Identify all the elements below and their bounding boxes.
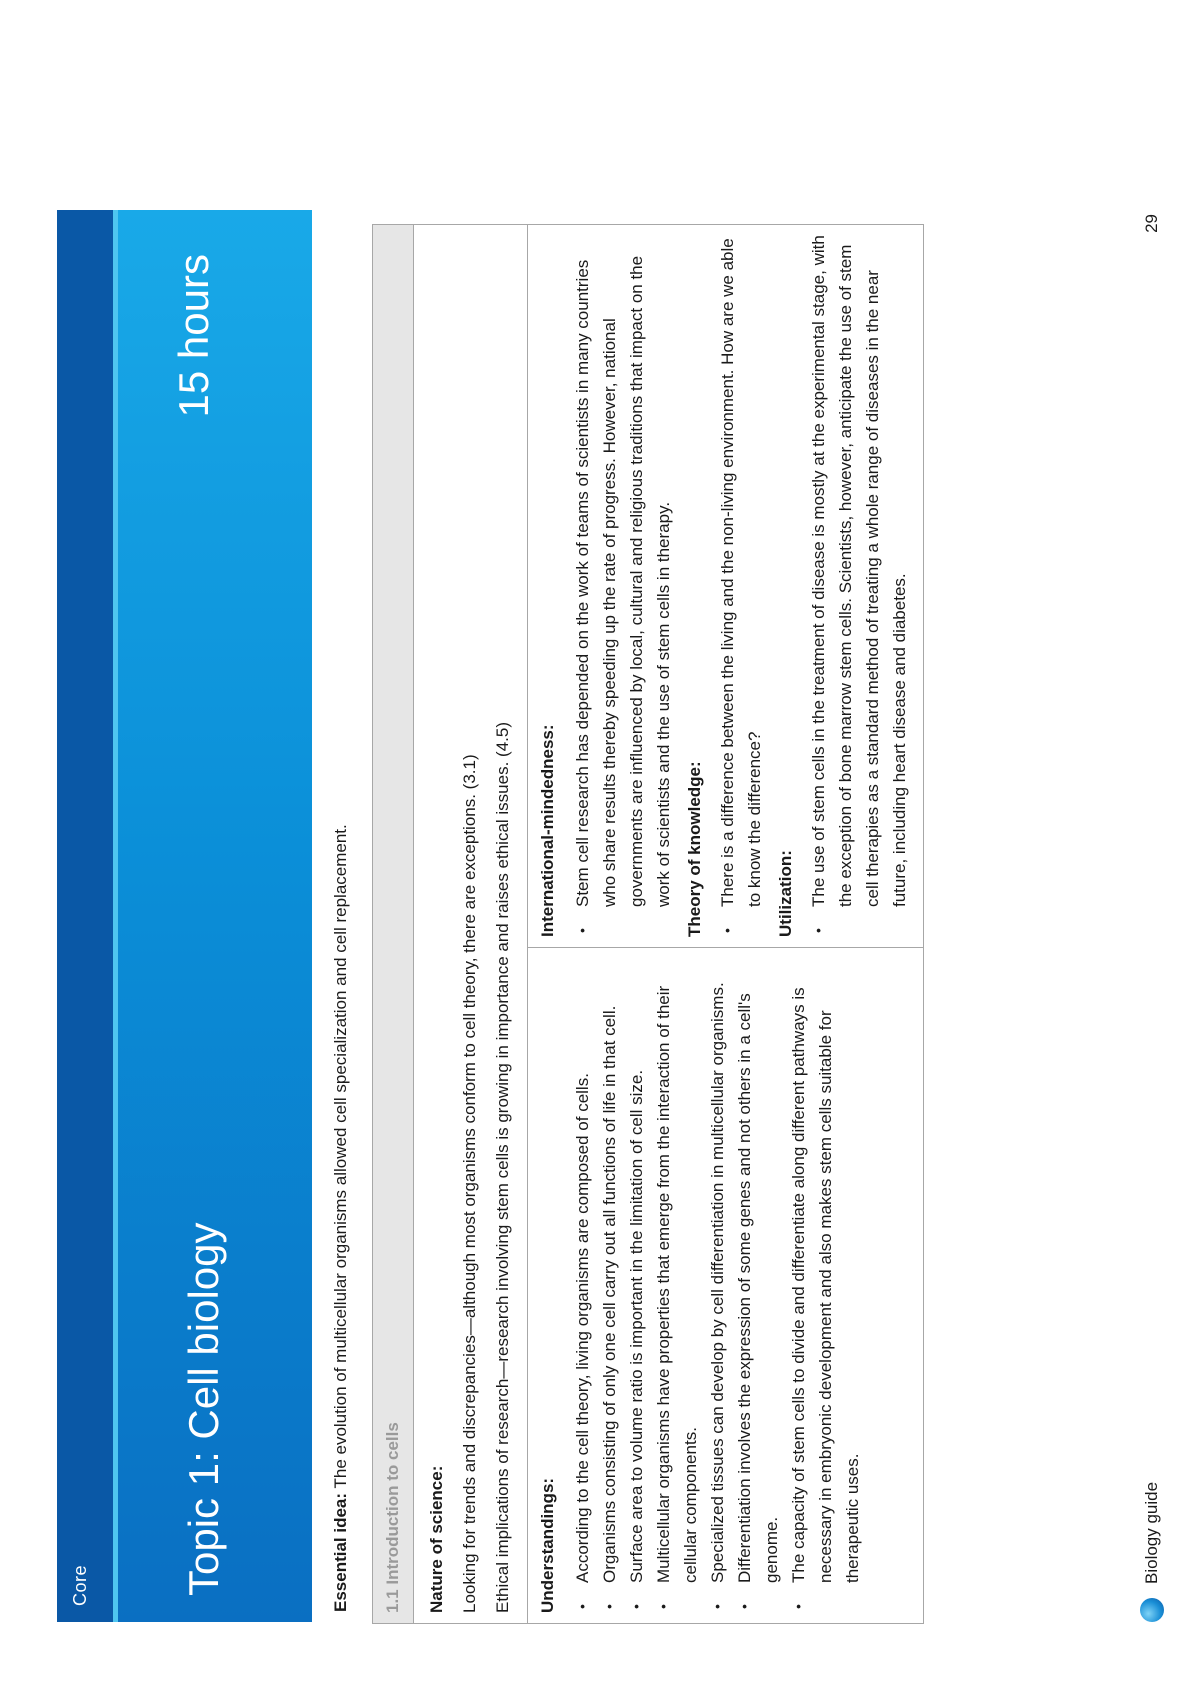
nature-of-science-line: Looking for trends and discrepancies—although most organisms conform to cell theory, there are exceptions. (3.1) (460, 754, 479, 1613)
content-table (372, 224, 924, 1624)
list-item: • The capacity of stem cells to divide and differentiate along different pathways is necessary in embryonic development and also makes stem cells suitable for therapeutic uses. (785, 958, 866, 1613)
table-columns (528, 225, 923, 1623)
footer-logo (1140, 1482, 1164, 1622)
guide-title: Biology guide (1142, 1481, 1161, 1584)
table-heading: 1.1 Introduction to cells (373, 225, 414, 1623)
list-item: • Specialized tissues can develop by cell differentiation in multicellular organisms. (704, 958, 731, 1613)
tok-label: Theory of knowledge: (685, 761, 704, 937)
section-label: Core (70, 1564, 90, 1606)
understandings-column (528, 947, 923, 1623)
nature-of-science-label: Nature of science: (427, 1465, 446, 1613)
nature-of-science (414, 225, 528, 1623)
list-item: • Surface area to volume ratio is important in the limitation of cell size. (623, 958, 650, 1613)
hours-label: 15 hours (170, 254, 217, 418)
understandings-label: Understandings: (538, 1477, 557, 1613)
international-list (569, 235, 677, 937)
core-strip (57, 210, 113, 1622)
topic-title: Topic 1: Cell biology (180, 1222, 227, 1596)
utilization-list (805, 235, 913, 937)
page-number: 29 (1142, 214, 1161, 233)
list-item: • Differentiation involves the expression of some genes and not others in a cell's genome. (731, 958, 785, 1613)
international-label: International-mindedness: (538, 724, 557, 937)
globe-icon (1140, 1598, 1164, 1622)
understandings-list (569, 958, 866, 1613)
tok-list (714, 235, 768, 937)
list-item: • Stem cell research has depended on the work of teams of scientists in many countries who share results thereby speeding up the rate of progress. However, national governments are influenced by local, cultural and religious traditions that impact on the work of scientists and the use of stem cells in therapy. (569, 235, 677, 937)
list-item: • There is a difference between the living and the non-living environment. How are we able to know the difference? (714, 235, 768, 937)
list-item: • Organisms consisting of only one cell carry out all functions of life in that cell. (596, 958, 623, 1613)
nature-of-science-line: Ethical implications of research—research involving stem cells is growing in importance and raises ethical issues. (4.5) (493, 722, 512, 1613)
essential-idea (330, 212, 352, 1612)
utilization-label: Utilization: (776, 850, 795, 937)
essential-idea-text: The evolution of multicellular organisms allowed cell specialization and cell replacement. (331, 824, 350, 1493)
right-column (528, 225, 923, 947)
list-item: • The use of stem cells in the treatment of disease is mostly at the experimental stage, with the exception of bone marrow stem cells. Scientists, however, anticipate the use of stem cell therapies as a standard method of treating a whole range of diseases in the near future, including heart disease and diabetes. (805, 235, 913, 937)
list-item: • According to the cell theory, living organisms are composed of cells. (569, 958, 596, 1613)
essential-idea-label: Essential idea: (331, 1492, 350, 1612)
list-item: • Multicellular organisms have properties that emerge from the interaction of their cellular components. (650, 958, 704, 1613)
